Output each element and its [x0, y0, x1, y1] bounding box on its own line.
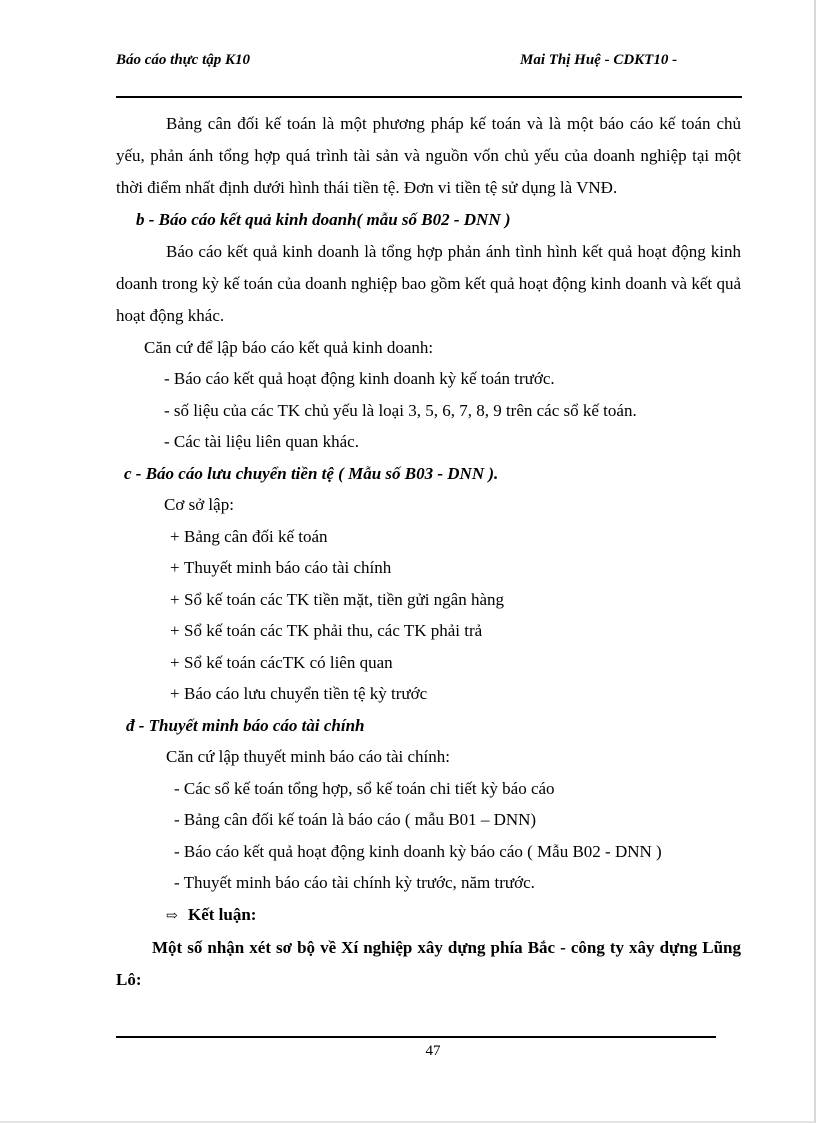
paragraph-balance-sheet: Bảng cân đối kế toán là một phương pháp kế toán và là một báo cáo kế toán chủ yếu, phản ánh tổng hợp quá trình tài sản và nguồn vốn chủ yếu của doanh nghiệp tại một thời điểm nhất định dưới hình thái tiền tệ. Đơn vi tiền tệ sử dụng là VNĐ. — [116, 114, 741, 197]
arrow-right-icon: ⇨ — [166, 908, 178, 924]
paragraph-basis-cashflow: Cơ sở lập: — [164, 495, 234, 514]
plus-bullet: + — [170, 526, 180, 546]
conclusion-label: Kết luận: — [188, 904, 257, 924]
list-item-text: Thuyết minh báo cáo tài chính — [184, 558, 392, 577]
plus-bullet: + — [170, 589, 180, 609]
list-item-text: Bảng cân đối kế toán — [184, 526, 328, 546]
header-divider — [116, 96, 742, 98]
paragraph-basis-income: Căn cứ để lập báo cáo kết quả kinh doanh: — [144, 337, 434, 357]
paragraph-basis-notes: Căn cứ lập thuyết minh báo cáo tài chính: — [166, 747, 450, 766]
page-number: 47 — [425, 1043, 441, 1059]
list-item: - Bảng cân đối kế toán là báo cáo ( mẫu B01 – DNN) — [174, 810, 537, 829]
document-body — [116, 108, 741, 996]
page-header — [116, 48, 742, 98]
list-item: - Báo cáo kết quả hoạt động kinh doanh kỳ kế toán trước. — [164, 369, 555, 388]
section-heading-b: b - Báo cáo kết quả kinh doanh( mẫu số B02 - DNN ) — [136, 210, 511, 229]
list-item — [116, 615, 741, 647]
list-item: - Các sổ kế toán tổng hợp, sổ kế toán chi tiết kỳ báo cáo — [174, 778, 555, 798]
list-item: - Các tài liệu liên quan khác. — [164, 432, 359, 451]
list-item-text: Sổ kế toán các TK phải thu, các TK phải trả — [184, 621, 483, 640]
list-item-text: Sổ kế toán các TK tiền mặt, tiền gửi ngân hàng — [184, 589, 505, 609]
paragraph-income-statement: Báo cáo kết quả kinh doanh là tổng hợp phản ánh tình hình kết quả hoạt động kinh doanh trong kỳ kế toán của doanh nghiệp bao gồm kết quả hoạt động kinh doanh và kết quả hoạt động khác. — [116, 241, 741, 325]
header-left-text: Báo cáo thực tập K10 — [116, 52, 250, 68]
list-item: - Báo cáo kết quả hoạt động kinh doanh kỳ báo cáo ( Mẫu B02 - DNN ) — [174, 841, 662, 861]
list-item: - Thuyết minh báo cáo tài chính kỳ trước, năm trước. — [174, 873, 535, 892]
list-item — [116, 584, 741, 616]
plus-bullet: + — [170, 558, 180, 577]
plus-bullet: + — [170, 652, 180, 672]
list-item-text: Báo cáo lưu chuyển tiền tệ kỳ trước — [184, 684, 428, 703]
section-heading-d: đ - Thuyết minh báo cáo tài chính — [126, 715, 365, 735]
plus-bullet: + — [170, 621, 180, 640]
list-item: - số liệu của các TK chủ yếu là loại 3, 5, 6, 7, 8, 9 trên các sổ kế toán. — [164, 400, 637, 420]
list-item-text: Sổ kế toán cácTK có liên quan — [184, 652, 393, 672]
plus-bullet: + — [170, 684, 180, 703]
list-item — [116, 678, 741, 710]
list-item — [116, 521, 741, 553]
conclusion-paragraph: Một số nhận xét sơ bộ về Xí nghiệp xây dựng phía Bắc - công ty xây dựng Lũng Lô: — [116, 938, 741, 989]
header-right-text: Mai Thị Huệ - CDKT10 - — [520, 52, 678, 68]
section-heading-c: c - Báo cáo lưu chuyển tiền tệ ( Mẫu số B03 - DNN ). — [124, 463, 499, 483]
list-item — [116, 552, 741, 584]
list-item — [116, 647, 741, 679]
footer-divider — [116, 1036, 716, 1038]
conclusion-heading — [116, 899, 741, 933]
